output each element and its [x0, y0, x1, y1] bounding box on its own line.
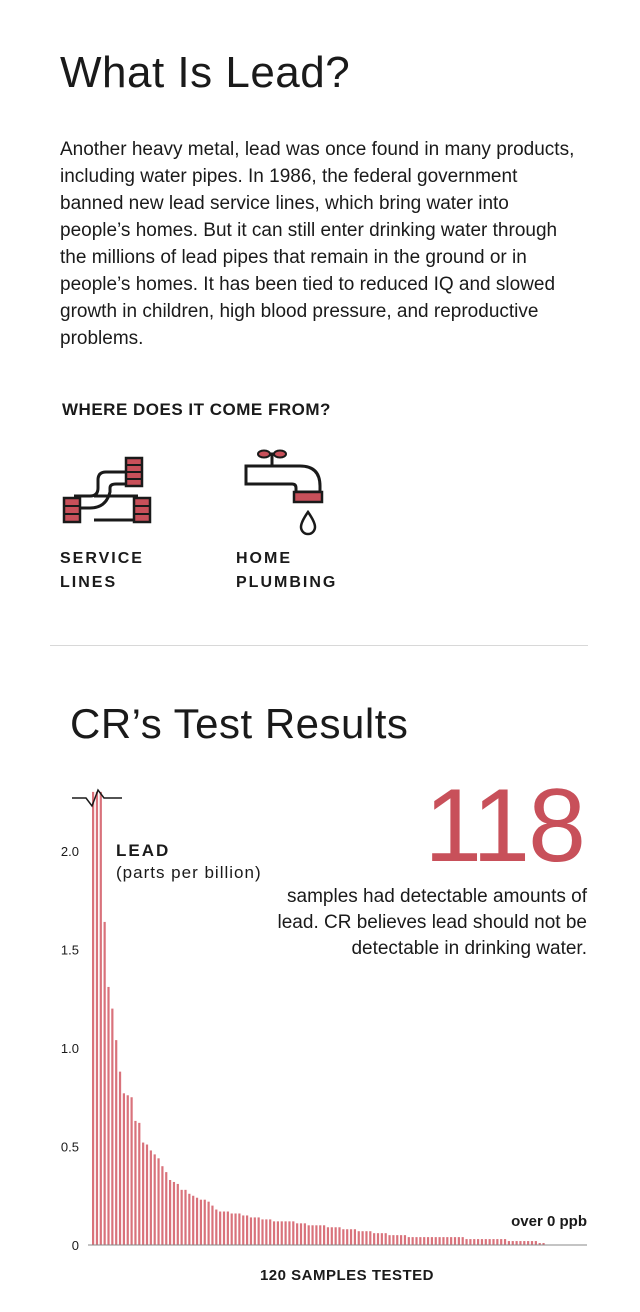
lead-sample-bar: [219, 1212, 221, 1245]
lead-sample-bar: [408, 1237, 410, 1245]
source-label-service-lines: [60, 547, 144, 595]
source-label-home-plumbing: [236, 547, 337, 595]
lead-sample-bar: [335, 1227, 337, 1245]
lead-sample-bar: [315, 1225, 317, 1245]
section-title-lead: What Is Lead?: [60, 48, 351, 97]
lead-sample-bar: [296, 1223, 298, 1245]
lead-sample-bar: [138, 1123, 140, 1245]
lead-sample-bar: [161, 1166, 163, 1245]
lead-sample-bar: [107, 987, 109, 1245]
lead-sample-bar: [354, 1229, 356, 1245]
stat-description: samples had detectable amounts of lead. CR believes lead should not be detectable in drinking water.: [277, 886, 587, 959]
lead-sample-bar: [516, 1241, 518, 1245]
lead-sample-bar: [238, 1213, 240, 1245]
y-tick-label: 0: [71, 1238, 79, 1253]
lead-sample-bar: [246, 1215, 248, 1245]
lead-sample-bar: [342, 1229, 344, 1245]
lead-sample-bar: [512, 1241, 514, 1245]
lead-sample-bar: [169, 1180, 171, 1245]
y-tick-label: 1.5: [60, 942, 79, 958]
lead-sample-bar: [134, 1121, 136, 1245]
lead-sample-bar: [365, 1231, 367, 1245]
stat-number: 118: [424, 768, 584, 884]
lead-sample-bar: [154, 1154, 156, 1245]
lead-sample-bar: [192, 1196, 194, 1245]
lead-sample-bar: [369, 1231, 371, 1245]
y-axis-ticks: [61, 844, 79, 1253]
lead-sample-bar: [465, 1239, 467, 1245]
lead-sample-bar: [150, 1150, 152, 1245]
lead-sample-bar: [323, 1225, 325, 1245]
lead-sample-bar: [350, 1229, 352, 1245]
lead-sample-bar: [188, 1194, 190, 1245]
source-label-line: HOME: [236, 550, 292, 567]
lead-sample-bar: [115, 1040, 117, 1245]
lead-sample-bar: [481, 1239, 483, 1245]
lead-sample-bar: [419, 1237, 421, 1245]
lead-sample-bar: [157, 1158, 159, 1245]
lead-sample-bar: [415, 1237, 417, 1245]
lead-sample-bar: [234, 1213, 236, 1245]
lead-sample-bar: [261, 1219, 263, 1245]
lead-sample-bar: [508, 1241, 510, 1245]
y-tick-label: 0.5: [60, 1139, 79, 1155]
lead-sample-bar: [177, 1184, 179, 1245]
lead-sample-bar: [439, 1237, 441, 1245]
lead-sample-bar: [535, 1241, 537, 1245]
section-divider: [50, 645, 588, 646]
lead-sample-bar: [258, 1217, 260, 1245]
lead-sample-bar: [308, 1225, 310, 1245]
lead-sample-bar: [104, 922, 106, 1245]
lead-sample-bar: [531, 1241, 533, 1245]
lead-sample-bar: [462, 1237, 464, 1245]
lead-sample-bar: [165, 1172, 167, 1245]
chart-title: LEAD: [116, 841, 171, 860]
lead-sample-bar: [404, 1235, 406, 1245]
lead-sample-bar: [250, 1217, 252, 1245]
lead-sample-bar: [223, 1212, 225, 1245]
chart-subtitle: (parts per billion): [116, 863, 262, 882]
lead-sample-bar: [527, 1241, 529, 1245]
lead-sample-bar: [458, 1237, 460, 1245]
lead-sample-bar: [131, 1097, 133, 1245]
lead-sample-bar: [442, 1237, 444, 1245]
source-label-line: LINES: [60, 574, 118, 591]
lead-sample-bar: [242, 1215, 244, 1245]
lead-sample-bar: [300, 1223, 302, 1245]
lead-sample-bar: [500, 1239, 502, 1245]
y-tick-label: 2.0: [60, 844, 79, 859]
lead-sample-bar: [523, 1241, 525, 1245]
lead-sample-bar: [385, 1233, 387, 1245]
sources-subhead: WHERE DOES IT COME FROM?: [62, 400, 331, 419]
lead-sample-bar: [215, 1210, 217, 1245]
lead-sample-bar: [208, 1202, 210, 1245]
lead-sample-bar: [92, 792, 94, 1245]
lead-sample-bar: [100, 792, 102, 1245]
lead-sample-bar: [485, 1239, 487, 1245]
lead-sample-bar: [381, 1233, 383, 1245]
lead-sample-bar: [423, 1237, 425, 1245]
lead-sample-bar: [319, 1225, 321, 1245]
lead-sample-bar: [431, 1237, 433, 1245]
lead-sample-bar: [435, 1237, 437, 1245]
lead-sample-bar: [142, 1143, 144, 1245]
source-label-line: SERVICE: [60, 550, 144, 567]
threshold-label: over 0 ppb: [511, 1213, 587, 1230]
lead-sample-bar: [111, 1009, 113, 1245]
lead-sample-bar: [311, 1225, 313, 1245]
lead-sample-bar: [181, 1190, 183, 1245]
lead-sample-bar: [477, 1239, 479, 1245]
lead-sample-bar: [331, 1227, 333, 1245]
lead-sample-bar: [469, 1239, 471, 1245]
source-label-line: PLUMBING: [236, 574, 338, 591]
lead-sample-bar: [492, 1239, 494, 1245]
lead-sample-bar: [392, 1235, 394, 1245]
faucet-icon: [240, 448, 330, 540]
lead-sample-bar: [254, 1217, 256, 1245]
lead-sample-bar: [119, 1072, 121, 1245]
x-axis-label: 120 SAMPLES TESTED: [259, 1267, 435, 1284]
lead-sample-bar: [446, 1237, 448, 1245]
lead-sample-bar: [346, 1229, 348, 1245]
lead-sample-bar: [273, 1221, 275, 1245]
lead-sample-bar: [396, 1235, 398, 1245]
lead-sample-bar: [400, 1235, 402, 1245]
lead-sample-bar: [277, 1221, 279, 1245]
lead-sample-bar: [489, 1239, 491, 1245]
lead-sample-bar: [304, 1223, 306, 1245]
y-tick-label: 1.0: [60, 1041, 79, 1056]
lead-sample-bar: [427, 1237, 429, 1245]
lead-sample-bar: [281, 1221, 283, 1245]
lead-sample-bar: [504, 1239, 506, 1245]
lead-sample-bar: [327, 1227, 329, 1245]
lead-sample-bar: [285, 1221, 287, 1245]
lead-sample-bar: [473, 1239, 475, 1245]
lead-sample-bar: [388, 1235, 390, 1245]
lead-sample-bar: [519, 1241, 521, 1245]
lead-sample-bar: [362, 1231, 364, 1245]
lead-sample-bar: [204, 1200, 206, 1245]
lead-sample-bar: [338, 1227, 340, 1245]
lead-sample-bar: [227, 1212, 229, 1245]
lead-sample-bar: [211, 1206, 213, 1245]
section-title-results: CR’s Test Results: [70, 700, 409, 747]
lead-sample-bar: [196, 1198, 198, 1245]
lead-sample-bar: [231, 1213, 233, 1245]
lead-sample-bar: [450, 1237, 452, 1245]
lead-sample-bar: [454, 1237, 456, 1245]
lead-sample-bar: [127, 1095, 129, 1245]
lead-sample-bar: [184, 1190, 186, 1245]
lead-sample-bar: [96, 792, 98, 1245]
lead-sample-bar: [377, 1233, 379, 1245]
lead-sample-bar: [269, 1219, 271, 1245]
lead-sample-bar: [288, 1221, 290, 1245]
lead-sample-bar: [173, 1182, 175, 1245]
lead-sample-bar: [265, 1219, 267, 1245]
lead-sample-bar: [412, 1237, 414, 1245]
lead-sample-bar: [200, 1200, 202, 1245]
lead-sample-bar: [358, 1231, 360, 1245]
lead-sample-bar: [123, 1093, 125, 1245]
lead-sample-bar: [496, 1239, 498, 1245]
lead-description: Another heavy metal, lead was once found in many products, including water pipes. In 1986, the federal government banned new lead service lines, which bring water into people’s homes. But it can still enter drinking water through the millions of lead pipes that remain in the ground or in people’s homes. It has been tied to reduced IQ and slowed growth in children, high blood pressure, and reproductive problems.: [60, 139, 575, 349]
lead-sample-bar: [292, 1221, 294, 1245]
lead-sample-bar: [146, 1145, 148, 1245]
lead-sample-bar: [373, 1233, 375, 1245]
service-lines-pipe-icon: [60, 450, 156, 530]
